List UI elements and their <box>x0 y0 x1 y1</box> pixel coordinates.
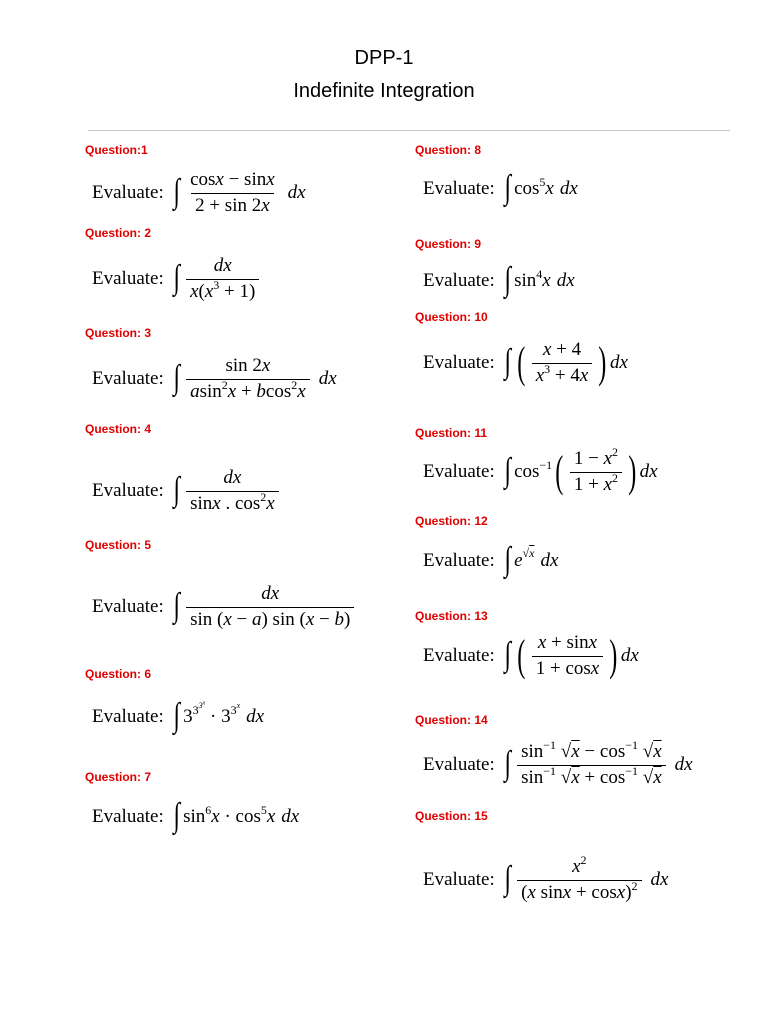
page-title: DPP-1 <box>354 47 414 69</box>
question-12-expression: Evaluate: ∫ e √x dx <box>423 541 559 578</box>
question-15-label: Question: 15 <box>415 809 488 823</box>
question-7-label: Question: 7 <box>85 770 152 784</box>
question-13-label: Question: 13 <box>415 609 488 623</box>
question-9-label: Question: 9 <box>415 237 482 251</box>
page-subtitle: Indefinite Integration <box>293 80 475 102</box>
question-5-label: Question: 5 <box>85 538 152 552</box>
question-10-label: Question: 10 <box>415 310 488 324</box>
question-10-expression: Evaluate: ∫ ( $\frac{x + 4}{x^3 + 4x}$ ) dx <box>423 338 628 388</box>
question-5-expression: Evaluate: ∫ $\frac{dx}{\sin (x - a) \sin (x - b)}$ <box>92 584 357 631</box>
question-12-label: Question: 12 <box>415 514 488 528</box>
question-13-expression: Evaluate: ∫ ( $\frac{x + \sin x}{1 + \cos x}$ ) dx <box>423 631 639 681</box>
question-9-expression: Evaluate: ∫ $\sin^4x$ dx <box>423 261 575 298</box>
question-8-expression: Evaluate: ∫ $\cos^5x$ dx <box>423 169 578 206</box>
question-3-label: Question: 3 <box>85 326 152 340</box>
question-1-expression: Evaluate: ∫ $\frac{\cos x - \sin x}{2 + \sin 2x}$ dx <box>92 169 306 216</box>
header-divider <box>88 130 730 131</box>
question-6-label: Question: 6 <box>85 667 152 681</box>
question-4-expression: Evaluate: ∫ $\frac{dx}{\sin x . \cos^2x}$ <box>92 468 282 515</box>
question-2-label: Question: 2 <box>85 226 152 240</box>
question-3-expression: Evaluate: ∫ $\frac{\sin 2x}{asin^2x + bcos^2x}$ dx <box>92 355 337 402</box>
question-6-expression: Evaluate: ∫ $3^{3^{3^x}} \cdot 3^{3^x}$ dx <box>92 697 265 734</box>
question-4-label: Question: 4 <box>85 422 152 436</box>
question-11-label: Question: 11 <box>415 426 488 440</box>
question-7-expression: Evaluate: ∫ $\sin^6x \cdot \cos^5x$ dx <box>92 797 300 834</box>
question-14-label: Question: 14 <box>415 713 488 727</box>
question-1-label: Question:1 <box>85 143 148 157</box>
question-8-label: Question: 8 <box>415 143 482 157</box>
question-14-expression: Evaluate: ∫ $\frac{\sin^{-1} √x - \cos^{-1} √x}{\sin^{-1} √x + \cos^{-1} √x}$ dx <box>423 738 693 788</box>
question-11-expression: Evaluate: ∫ $\cos^{-1}$ ( $\frac{1 - x^2}{1 + x^2}$ ) dx <box>423 445 658 497</box>
question-15-expression: Evaluate: ∫ $\frac{x^2}{(x \sin x + \cos x)^2}$ dx <box>423 853 669 903</box>
question-2-expression: Evaluate: ∫ $\frac{dx}{x(x^3 + 1)}$ <box>92 256 262 303</box>
